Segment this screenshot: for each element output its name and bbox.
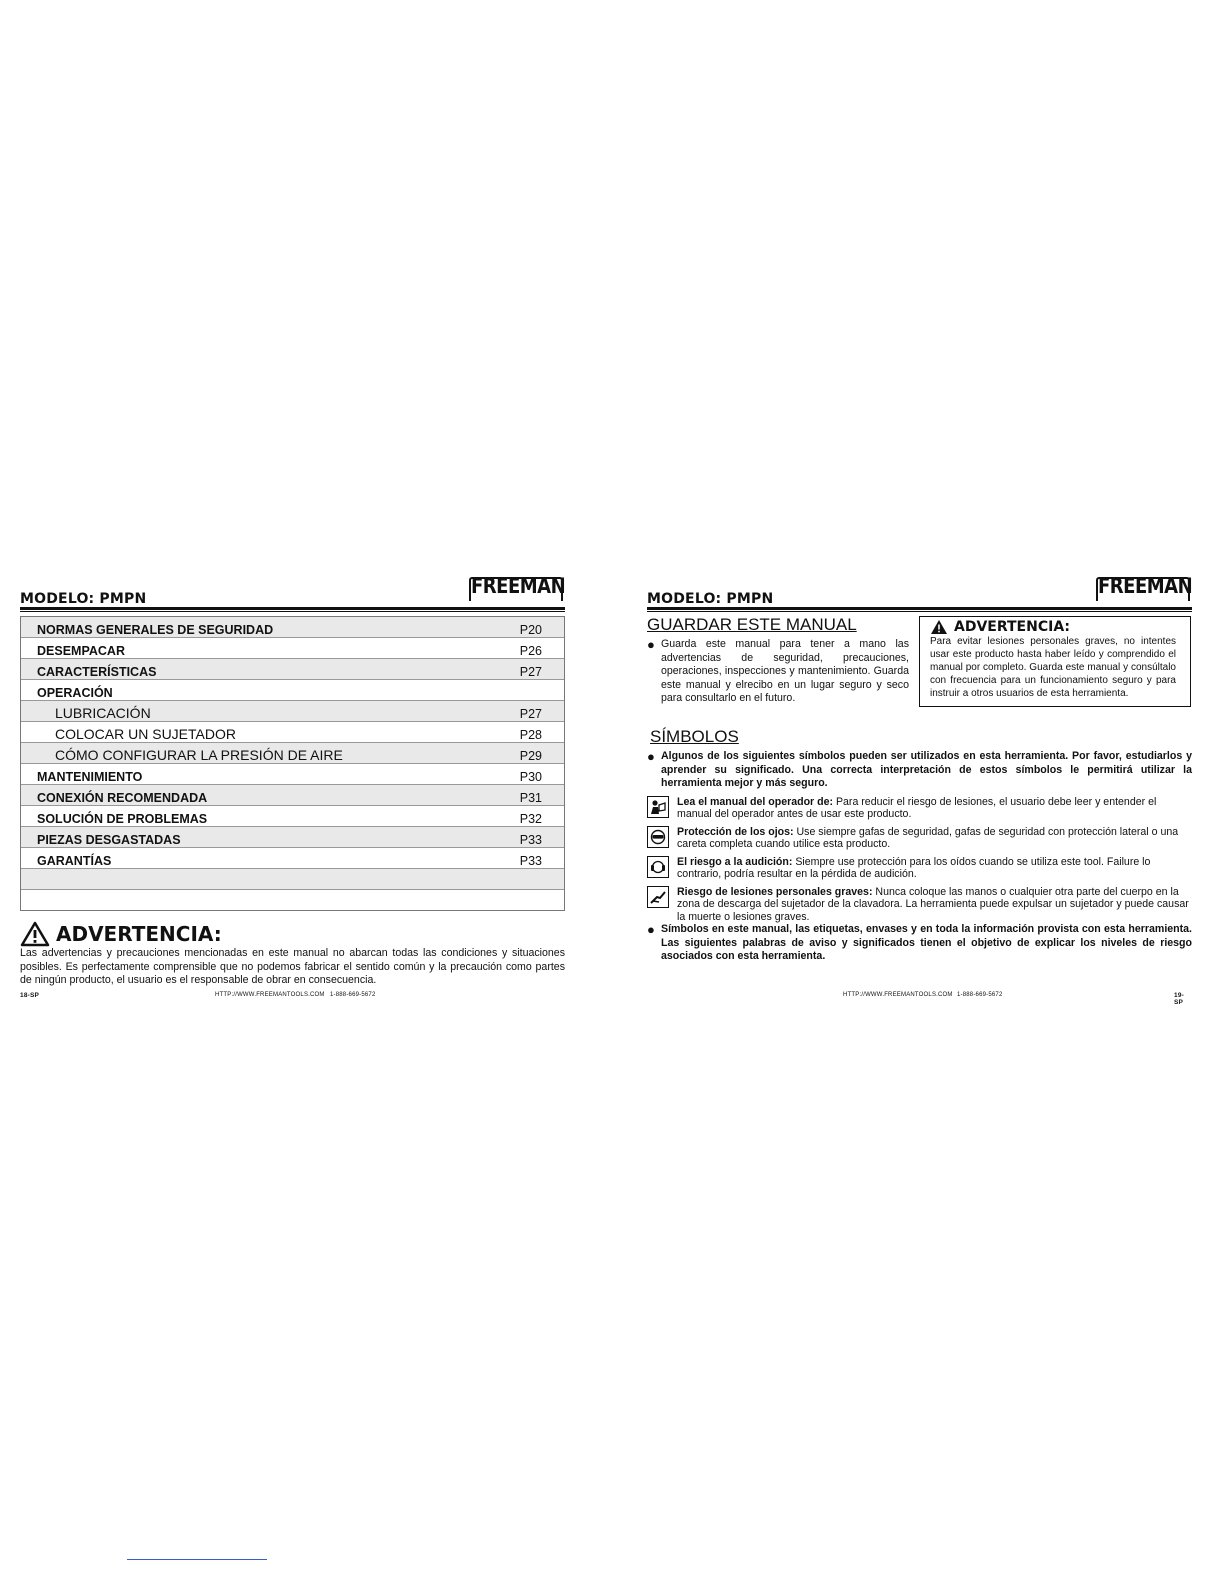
keep-manual-section — [647, 614, 909, 707]
toc-row — [21, 617, 564, 638]
toc-row — [21, 890, 564, 910]
toc-row — [21, 722, 564, 743]
toc-row — [21, 743, 564, 764]
toc-title: CÓMO CONFIGURAR LA PRESIÓN DE AIRE — [55, 747, 343, 763]
toc-row — [21, 806, 564, 827]
warning-section — [20, 921, 565, 988]
toc-page: P30 — [519, 770, 542, 784]
symbol-desc: Para reducir el riesgo de lesiones, el usuario debe leer y entender el manual del operador antes de usar este producto. — [677, 795, 1157, 820]
keep-manual-bullet — [647, 638, 909, 706]
toc-page: P27 — [519, 707, 542, 721]
symbol-text — [677, 856, 1192, 881]
safety-glasses-icon — [647, 826, 669, 848]
symbol-label: El riesgo a la audición: — [677, 855, 793, 868]
toc-page: P20 — [519, 623, 542, 637]
symbol-injury-risk — [647, 886, 1192, 924]
bullet-icon: ● — [647, 749, 655, 764]
table-of-contents — [20, 616, 565, 911]
header-rule — [647, 607, 1192, 610]
warning-heading — [930, 619, 1176, 635]
header-rule-thin — [647, 611, 1192, 612]
top-columns — [647, 614, 1192, 707]
warning-triangle-icon — [930, 619, 948, 635]
model-label: MODELO: PMPN — [647, 591, 774, 607]
warning-text: Para evitar lesiones personales graves, no intentes usar este producto hasta haber leído y comprendido el manual por completo. Guarda este manual y consúltalo con frecuencia para un funcionamiento seguro y para instruir a otros usuarios de esta herramienta. — [930, 636, 1176, 699]
symbols-title: SÍMBOLOS — [650, 727, 739, 746]
toc-row — [21, 638, 564, 659]
page-number: 19-SP — [1174, 992, 1184, 1006]
bullet-icon: ● — [647, 922, 655, 937]
toc-page: P33 — [519, 854, 542, 868]
toc-row — [21, 701, 564, 722]
toc-title: CARACTERÍSTICAS — [37, 665, 157, 679]
symbol-desc: Nunca coloque las manos o cualquier otra parte del cuerpo en la zona de descarga del sujetador de la clavadora. La herramienta puede expulsar un sujetador y puede causar la muerte o lesiones graves. — [677, 885, 1189, 923]
toc-title: OPERACIÓN — [37, 686, 113, 700]
warning-title: ADVERTENCIA: — [954, 619, 1071, 635]
toc-page: P26 — [519, 644, 542, 658]
toc-title: CONEXIÓN RECOMENDADA — [37, 791, 208, 805]
symbols-intro-text: Algunos de los siguientes símbolos pueden ser utilizados en esta herramienta. Por favor, estudiarlos y aprender su significado. Una correcta interpretación de estos símbolos le permitirá utilizar la herramienta mejor y más seguro. — [661, 750, 1192, 789]
bullet-icon: ● — [647, 637, 655, 652]
toc-title: DESEMPACAR — [37, 644, 125, 658]
toc-title: PIEZAS DESGASTADAS — [37, 833, 181, 847]
freeman-logo — [1096, 573, 1193, 601]
toc-page: P29 — [519, 749, 542, 763]
toc-title: COLOCAR UN SUJETADOR — [55, 726, 236, 742]
footer-phone: 1-888-669-5672 — [330, 992, 376, 998]
symbol-label: Riesgo de lesiones personales graves: — [677, 885, 873, 898]
toc-title: GARANTÍAS — [37, 854, 112, 868]
warning-text: Las advertencias y precauciones mencionadas en este manual no abarcan todas las condiciones y situaciones posibles. Es perfectamente comprensible que no podemos fabricar el sentido común y la precaución como partes de ningún producto, el usuario es el responsable de obrar en consecuencia. — [20, 947, 565, 986]
header-rule-thin — [20, 611, 565, 612]
header-rule — [20, 607, 565, 610]
symbol-desc: Siempre use protección para los oídos cuando se utiliza este tool. Failure lo contrario, podría resultar en la pérdida de audición. — [677, 855, 1151, 880]
warning-title: ADVERTENCIA: — [56, 922, 222, 946]
symbol-label: Lea el manual del operador de: — [677, 795, 834, 808]
footer-url: HTTP://WWW.FREEMANTOOLS.COM — [215, 992, 325, 998]
toc-row — [21, 827, 564, 848]
closing-bullet — [647, 923, 1192, 964]
warning-box — [919, 616, 1191, 707]
right-page — [647, 573, 1193, 1006]
symbol-label: Protección de los ojos: — [677, 825, 794, 838]
symbol-read-manual — [647, 796, 1192, 821]
page-number: 18-SP — [20, 992, 40, 999]
logo-text: FREEMAN — [471, 573, 566, 600]
toc-page: P27 — [519, 665, 542, 679]
keep-manual-title: GUARDAR ESTE MANUAL — [647, 615, 857, 634]
symbol-desc: Use siempre gafas de seguridad, gafas de seguridad con protección lateral o una careta completa cuando utilice esta producto. — [677, 825, 1179, 850]
toc-title: NORMAS GENERALES DE SEGURIDAD — [37, 623, 274, 637]
toc-title: LUBRICACIÓN — [55, 705, 151, 721]
toc-page: P28 — [519, 728, 542, 742]
toc-row — [21, 869, 564, 890]
freeman-logo — [469, 573, 566, 601]
symbol-text — [677, 796, 1192, 821]
warning-box-column — [919, 614, 1191, 707]
toc-title: MANTENIMIENTO — [37, 770, 143, 784]
model-label: MODELO: PMPN — [20, 591, 147, 607]
left-page — [20, 573, 566, 999]
closing-text: Símbolos en este manual, las etiquetas, envases y en toda la información provista con esta herramienta. Las siguientes palabras de aviso y significados tienen el objetivo de explicar los niveles de riesgo asociados con esta herramienta. — [661, 923, 1192, 962]
logo-text: FREEMAN — [1098, 573, 1193, 600]
symbol-text — [677, 826, 1192, 851]
symbol-eye-protection — [647, 826, 1192, 851]
symbols-intro — [647, 750, 1192, 791]
toc-row — [21, 680, 564, 701]
ear-protection-icon — [647, 856, 669, 878]
footer-url: HTTP://WWW.FREEMANTOOLS.COM — [843, 992, 953, 998]
hand-injury-icon — [647, 886, 669, 908]
toc-page: P31 — [519, 791, 542, 805]
toc-title: SOLUCIÓN DE PROBLEMAS — [37, 812, 208, 826]
warning-heading — [20, 921, 565, 947]
warning-triangle-icon — [20, 921, 50, 947]
toc-row — [21, 764, 564, 785]
toc-page: P33 — [519, 833, 542, 847]
toc-row — [21, 659, 564, 680]
symbol-hearing-protection — [647, 856, 1192, 881]
keep-manual-text: Guarda este manual para tener a mano las advertencias de seguridad, precauciones, operaciones, inspecciones y mantenimiento. Guarda este manual y elrecibo en un lugar seguro y seco para consultarlo en el futuro. — [661, 638, 909, 704]
read-manual-icon — [647, 796, 669, 818]
page-header — [647, 575, 1192, 607]
footer-phone: 1-888-669-5672 — [957, 992, 1003, 998]
bottom-link-underline — [127, 1559, 267, 1560]
toc-row — [21, 848, 564, 869]
toc-row — [21, 785, 564, 806]
page-header — [20, 575, 565, 607]
symbol-text — [677, 886, 1192, 924]
toc-page: P32 — [519, 812, 542, 826]
